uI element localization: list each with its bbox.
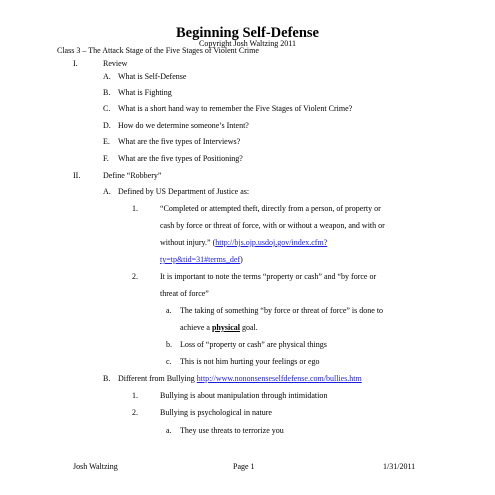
quote-line-3-text: without injury.” ( (160, 238, 216, 247)
point-b1-text: Bullying is about manipulation through intimidation (160, 391, 328, 400)
document-title: Beginning Self-Defense (176, 25, 319, 41)
review-item-text: How do we determine someone’s Intent? (118, 121, 249, 130)
sub-a-line-2-pre: achieve a (180, 323, 212, 332)
sub-b-text: Loss of “property or cash” are physical things (180, 340, 327, 349)
sub-a-letter: a. (166, 306, 172, 315)
quote-line-3 (160, 239, 327, 247)
quote-line-1: “Completed or attempted theft, directly from a person, of property or (160, 204, 381, 213)
review-item-letter: D. (103, 121, 111, 130)
point-b1-number: 1. (132, 391, 138, 400)
bjs-link-continued[interactable]: ty=tp&tid=31#terms_def (160, 255, 241, 264)
sub-b-letter: b. (166, 340, 172, 349)
review-item-letter: A. (103, 72, 111, 81)
subsection-b-letter: B. (103, 374, 111, 383)
review-item-letter: C. (103, 104, 111, 113)
subsection-a-text: Defined by US Department of Justice as: (118, 187, 250, 196)
review-item-letter: F. (103, 154, 109, 163)
bullies-link[interactable]: http://www.nononsenseselfdefense.com/bullies.htm (196, 374, 362, 383)
point-a2-line-1: It is important to note the terms “property or cash” and “by force or (160, 272, 377, 281)
point-a2-line-2: threat of force” (160, 289, 209, 298)
bjs-link[interactable]: http://bjs.ojp.usdoj.gov/index.cfm? (215, 238, 328, 247)
quote-close-paren: ) (240, 255, 243, 264)
review-item-text: What is Fighting (118, 88, 172, 97)
sub-a-line-2-post: goal. (240, 323, 258, 332)
footer-date: 1/31/2011 (383, 462, 416, 471)
sub-c-text: This is not him hurting your feelings or ego (180, 357, 320, 366)
sub-a-line-2 (180, 324, 258, 332)
subsection-b-text: Different from Bullying (118, 374, 197, 383)
quote-line-2: cash by force or threat of force, with or without a weapon, and with or (160, 221, 385, 230)
review-item-text: What is a short hand way to remember the Five Stages of Violent Crime? (118, 104, 353, 113)
section-1-heading: Review (103, 58, 128, 68)
sub-b2a-letter: a. (166, 426, 172, 435)
point-a2-number: 2. (132, 272, 138, 281)
class-heading: Class 3 – The Attack Stage of the Five Stages of Violent Crime (57, 46, 259, 55)
sub-c-letter: c. (166, 357, 172, 366)
quote-line-4 (160, 256, 243, 264)
point-b2-number: 2. (132, 408, 138, 417)
section-1-numeral: I. (73, 58, 78, 68)
subsection-b-line (118, 375, 362, 383)
review-item-letter: B. (103, 88, 111, 97)
review-item-text: What is Self-Defense (118, 72, 187, 81)
subsection-a-letter: A. (103, 187, 111, 196)
footer-author: Josh Waltzing (73, 462, 118, 471)
sub-b2a-text: They use threats to terrorize you (180, 426, 284, 435)
footer-page-number: Page 1 (233, 462, 255, 471)
point-b2-text: Bullying is psychological in nature (160, 408, 272, 417)
review-item-letter: E. (103, 137, 110, 146)
point-a1-number: 1. (132, 204, 138, 213)
section-2-heading: Define “Robbery” (103, 171, 162, 180)
section-2-numeral: II. (73, 171, 81, 180)
copyright-line: Copyright Josh Waltzing 2011 (199, 38, 296, 48)
physical-emphasis: physical (211, 323, 240, 332)
sub-a-line-1: The taking of something “by force or threat of force” is done to (180, 306, 384, 315)
review-item-text: What are the five types of Interviews? (118, 137, 241, 146)
review-item-text: What are the five types of Positioning? (118, 154, 243, 163)
